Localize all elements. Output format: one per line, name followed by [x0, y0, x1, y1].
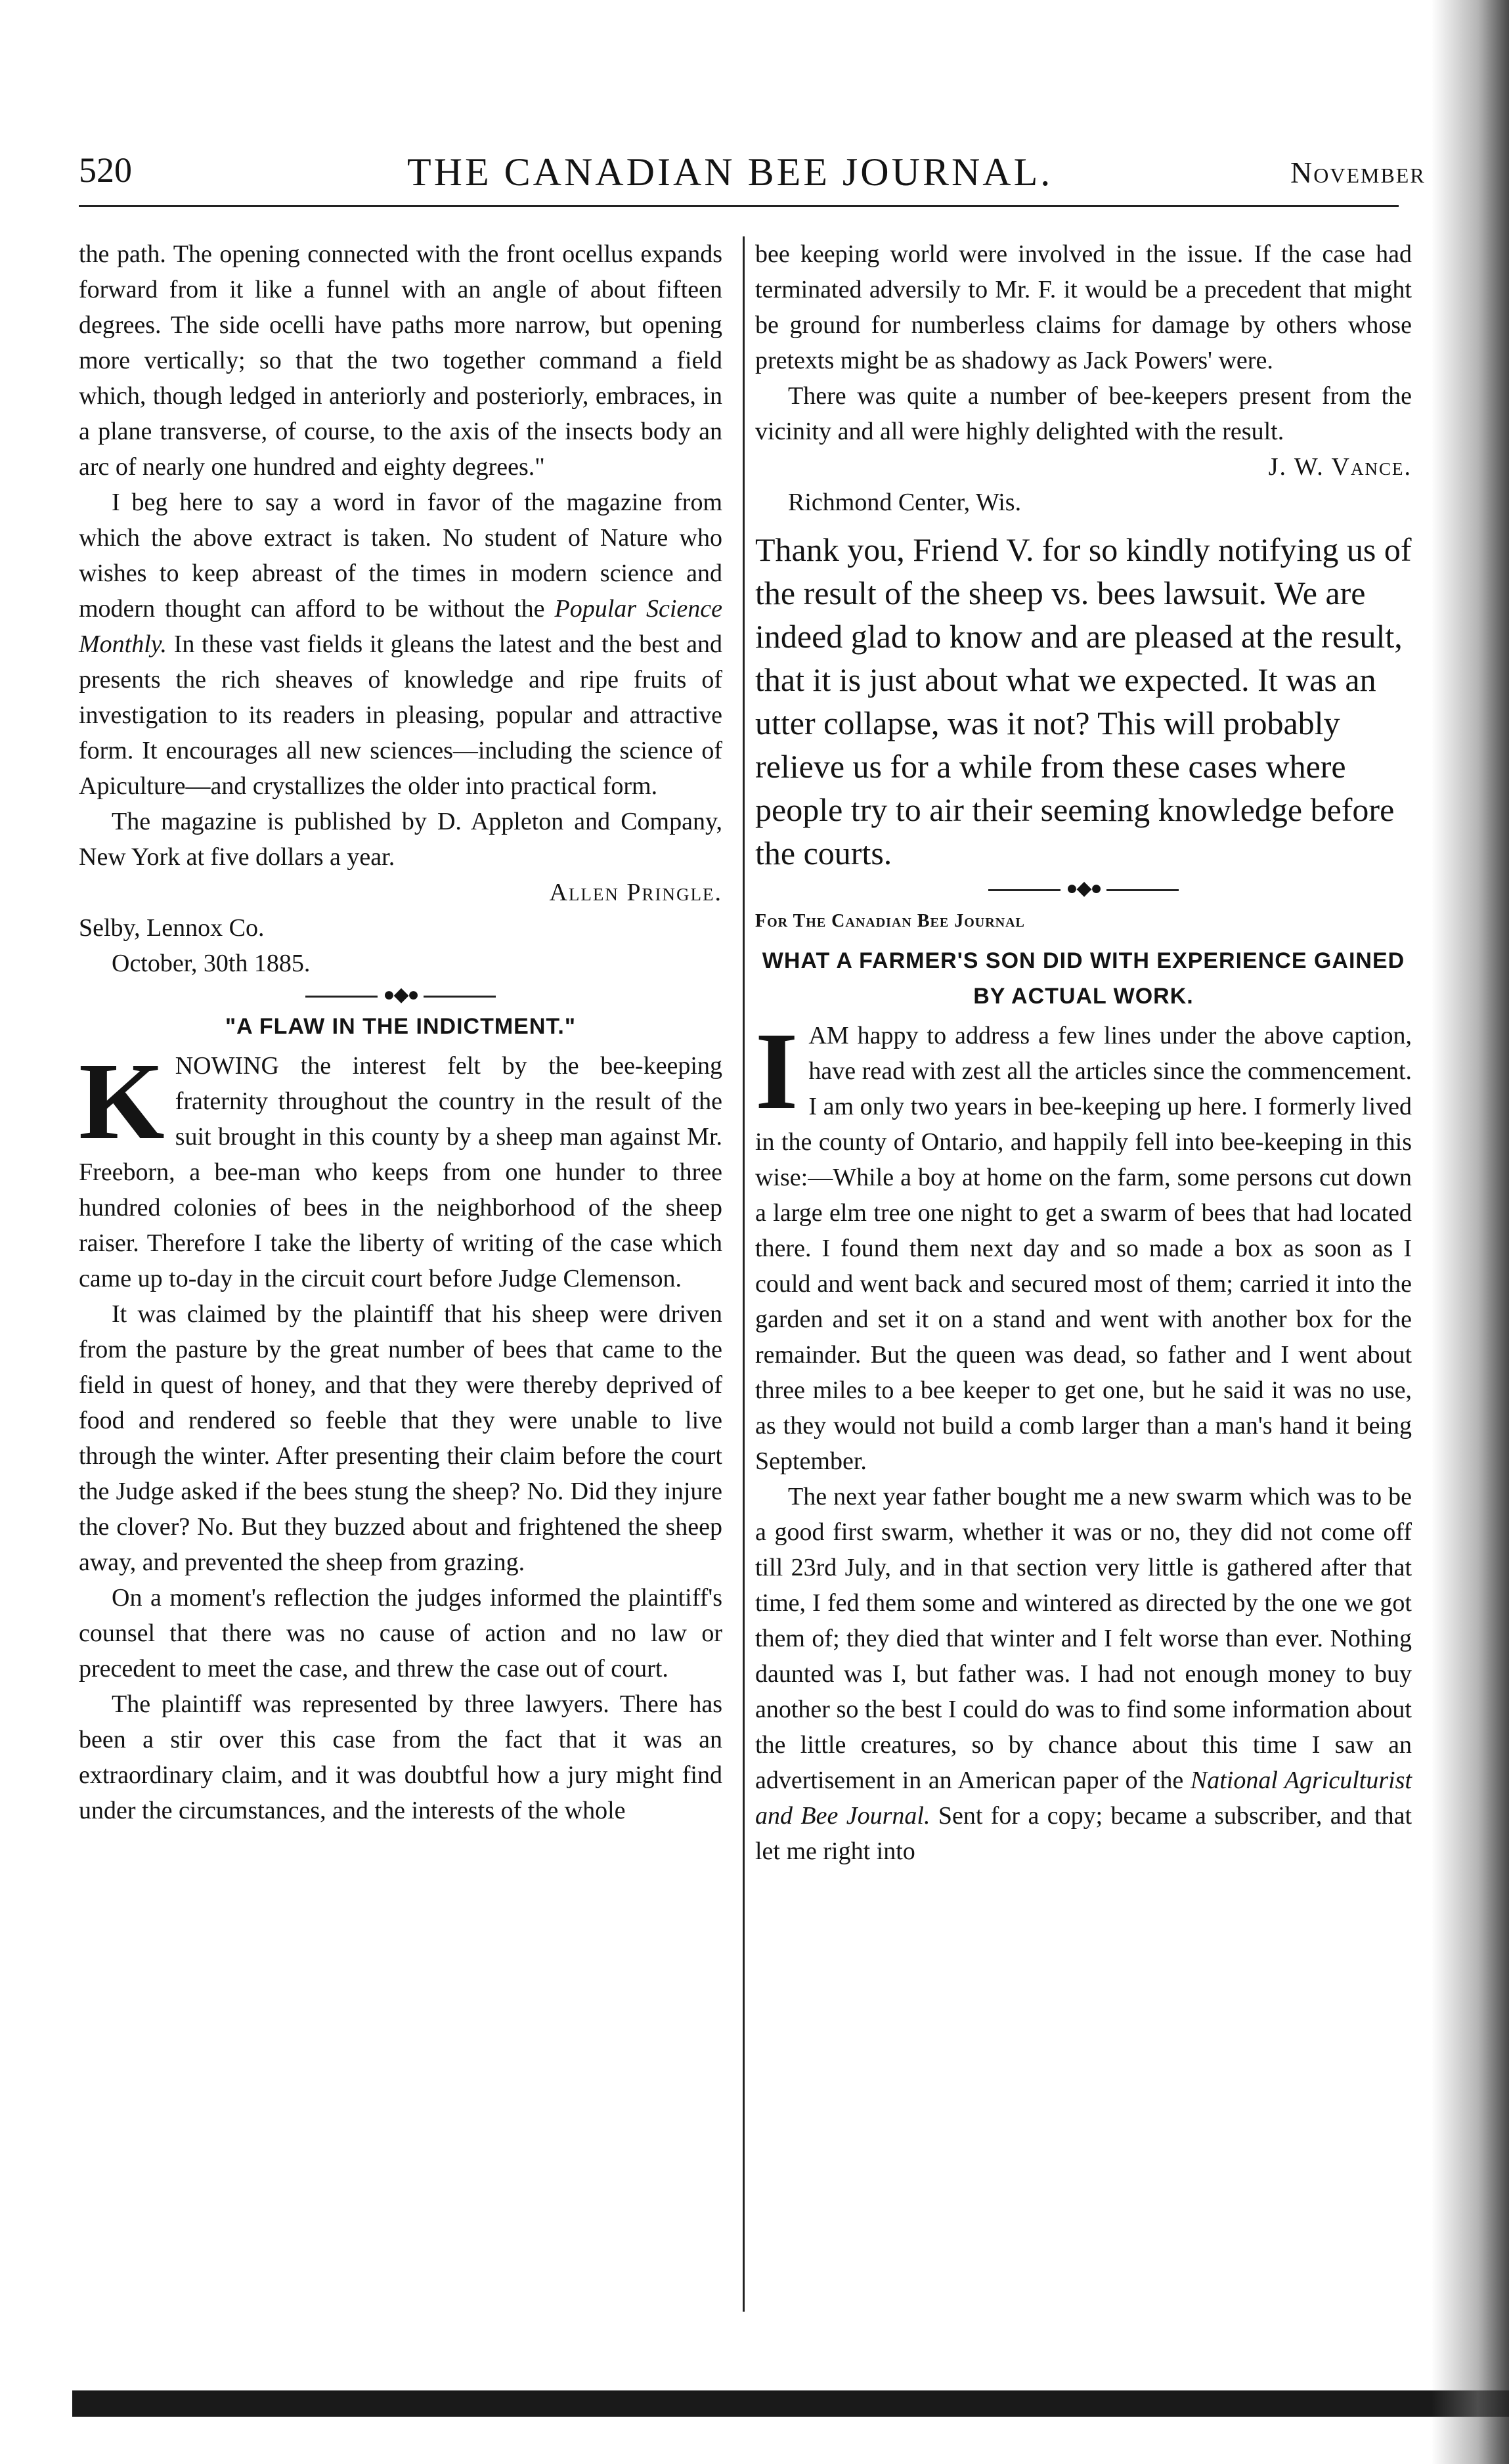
drop-cap: I: [755, 1010, 798, 1132]
section-ornament: ●◆●: [79, 985, 722, 1005]
journal-title: THE CANADIAN BEE JOURNAL.: [407, 150, 1053, 194]
author-place: Richmond Center, Wis.: [788, 489, 1022, 516]
article-heading: "A FLAW IN THE INDICTMENT.": [225, 1014, 576, 1039]
paragraph-lawyers: The plaintiff was represented by three lawyers. There has been a stir over this case from the fact that it was an extraordinary claim, and it was doubtful how a jury might find under the circumstances, and the interests of the whole: [79, 1690, 722, 1824]
page-number: 520: [79, 150, 132, 190]
text-run: AM happy to address a few lines under the above caption, have read with zest all the articles since the commencement. I am only two years in bee-keeping up here. I formerly lived in the county of Ontario, and happily fell into bee-keeping in this wise:—While a boy at home on the farm, some persons cut down a large elm tree one night to get a swarm of bees that had located there. I found them next day and so made a box as soon as I could and went back and secured most of them; carried it into the garden and set it on a stand and went with another box for the remainder. But the queen was dead, so father and I went about three miles to a bee keeper to get one, but he said it was no use, as they would not build a comb larger than a man's hand it being September.: [755, 1022, 1412, 1475]
author-signature: J. W. Vance.: [1268, 453, 1412, 481]
paragraph-ruling: On a moment's reflection the judges informed the plaintiff's counsel that there was no cause of action and no law or precedent to meet the case, and threw the case out of court.: [79, 1584, 722, 1683]
magazine-title: Popular Science Monthly.: [79, 595, 722, 658]
paragraph-attendance: There was quite a number of bee-keepers present from the vicinity and all were highly delighted with the result.: [755, 382, 1412, 445]
article-heading: WHAT A FARMER'S SON DID WITH EXPERIENCE GAINED BY ACTUAL WORK.: [762, 948, 1405, 1009]
header-rule: [79, 205, 1399, 207]
paragraph-next-year: [755, 1479, 1412, 1869]
journal-reference: National Agriculturist and Bee Journal.: [755, 1767, 1412, 1830]
editor-note: Thank you, Friend V. for so kindly notifying us of the result of the sheep vs. bees lawsuit. We are indeed glad to know and are pleased at the result, that it is just about what we expected. It was an utter collapse, was it not? This will probably relieve us for a while from these cases where people try to air their seeming knowledge before the courts.: [755, 531, 1412, 871]
paragraph-continued: bee keeping world were involved in the issue. If the case had terminated adversily to Mr. F. it would be a precedent that might be ground for numberless claims for damage by others whose pretexts might be as shadowy as Jack Powers' were.: [755, 240, 1412, 374]
source-line: For The Canadian Bee Journal: [755, 911, 1025, 931]
letter-date: October, 30th 1885.: [112, 950, 311, 977]
text-run: NOWING the interest felt by the bee-keeping fraternity throughout the country in the result of the suit brought in this county by a sheep man against Mr. Freeborn, a bee-man who keeps from one hunder to three hundred colonies of bees in the neighborhood of the sheep raiser. Therefore I take the liberty of writing of the case which came up to-day in the circuit court before Judge Clemenson.: [79, 1052, 722, 1292]
paragraph-magazine-praise: [79, 485, 722, 804]
text-run: Sent for a copy; became a subscriber, and that let me right into: [755, 1802, 1412, 1865]
paragraph-intro: [755, 1010, 1412, 1479]
author-signature: Allen Pringle.: [549, 879, 722, 906]
drop-cap: K: [79, 1040, 165, 1162]
paragraph-claim: It was claimed by the plaintiff that his sheep were driven from the pasture by the great number of bees that came to the field in quest of honey, and that they were thereby deprived of food and rendered so feeble that they were unable to live through the winter. After presenting their claim before the court the Judge asked if the bees stung the sheep? No. Did they injure the clover? No. But they buzzed about and frightened the sheep away, and prevented the sheep from grazing.: [79, 1300, 722, 1576]
paragraph-knowing: [79, 1040, 722, 1296]
text-run: In these vast fields it gleans the latest and the best and presents the rich sheaves of knowledge and ripe fruits of investigation to its readers in pleasing, popular and attractive form. It encourages all new sciences—including the science of Apiculture—and crystallizes the older into practical form.: [79, 630, 723, 800]
page-bottom-bar: [72, 2390, 1509, 2417]
left-column: [79, 236, 722, 1828]
section-ornament: ●◆●: [755, 879, 1412, 898]
issue-month: November: [1290, 156, 1426, 189]
text-run: I beg here to say a word in favor of the magazine from which the above extract is taken. No student of Nature who wishes to keep abreast of the times in modern science and modern thought can afford to be without the: [79, 489, 722, 623]
text-run: The next year father bought me a new swarm which was to be a good first swarm, whether it was or no, they did not come off till 23rd July, and in that section very little is gathered after that time, I fed them some and wintered as directed by the one we got them of; they died that winter and I felt worse than ever. Nothing daunted was I, but father was. I had not enough money to buy another so the best I could do was to find some information about the little creatures, so by chance about this time I saw an advertisement in an American paper of the: [755, 1483, 1412, 1794]
right-column: [755, 236, 1412, 1869]
column-divider: [743, 236, 745, 2312]
page-edge-shadow: [1432, 0, 1509, 2464]
paragraph-publisher: The magazine is published by D. Appleton and Company, New York at five dollars a year.: [79, 808, 722, 871]
paragraph-continued: the path. The opening connected with the front ocellus expands forward from it like a funnel with an angle of about fifteen degrees. The side ocelli have paths more narrow, but opening more vertically; so that the two together command a field which, though ledged in anteriorly and posteriorly, embraces, in a plane transverse, of course, to the axis of the insects body an arc of nearly one hundred and eighty degrees.": [79, 240, 722, 481]
page-header: [79, 150, 1426, 202]
author-place: Selby, Lennox Co.: [79, 914, 265, 942]
